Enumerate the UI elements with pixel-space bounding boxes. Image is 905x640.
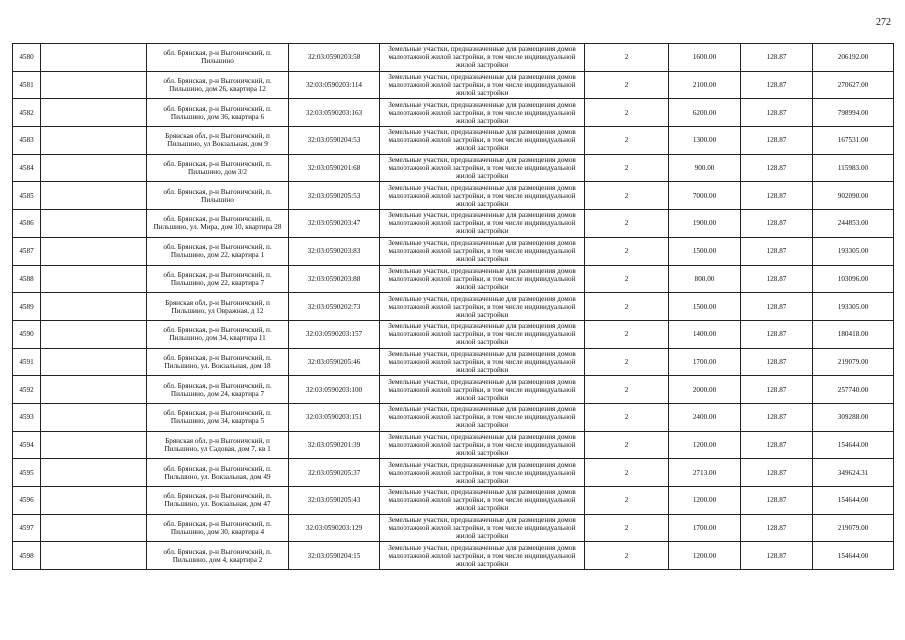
- address-cell: Брянская обл, р-н Выгоничский, п Пильшино, ул Вокзальная, дом 9: [147, 127, 289, 155]
- table-row: [13, 210, 894, 238]
- land-use-cell: Земельные участки, предназначенные для размещения домов малоэтажной жилой застройки, в том числе индивидуальной жилой застройки: [380, 44, 585, 72]
- row-number-cell: 4584: [13, 154, 41, 182]
- row-number-cell: 4597: [13, 514, 41, 542]
- land-use-cell: Земельные участки, предназначенные для размещения домов малоэтажной жилой застройки, в том числе индивидуальной жилой застройки: [380, 403, 585, 431]
- row-number-cell: 4581: [13, 71, 41, 99]
- spacer-cell: [41, 154, 147, 182]
- address-cell: обл. Брянская, р-н Выгоничский, п. Пильшино, дом 30, квартира 4: [147, 514, 289, 542]
- rate-cell: 128.87: [741, 210, 813, 238]
- table-row: [13, 514, 894, 542]
- cadastral-number-cell: 32:03:0590205:43: [289, 487, 380, 515]
- spacer-cell: [41, 459, 147, 487]
- cadastral-number-cell: 32:03:0590203:83: [289, 237, 380, 265]
- land-use-cell: Земельные участки, предназначенные для размещения домов малоэтажной жилой застройки, в том числе индивидуальной жилой застройки: [380, 376, 585, 404]
- land-use-cell: Земельные участки, предназначенные для размещения домов малоэтажной жилой застройки, в том числе индивидуальной жилой застройки: [380, 210, 585, 238]
- address-cell: обл. Брянская, р-н Выгоничский, п. Пильшино, ул. Вокзальная, дом 49: [147, 459, 289, 487]
- area-cell: 2713.00: [669, 459, 741, 487]
- rate-cell: 128.87: [741, 320, 813, 348]
- table-row: [13, 99, 894, 127]
- cadastral-value-cell: 902090.00: [813, 182, 894, 210]
- land-use-cell: Земельные участки, предназначенные для размещения домов малоэтажной жилой застройки, в том числе индивидуальной жилой застройки: [380, 127, 585, 155]
- group-cell: 2: [585, 293, 669, 321]
- table-row: [13, 44, 894, 72]
- cadastral-registry-table: [12, 43, 894, 570]
- group-cell: 2: [585, 320, 669, 348]
- rate-cell: 128.87: [741, 265, 813, 293]
- row-number-cell: 4594: [13, 431, 41, 459]
- spacer-cell: [41, 542, 147, 570]
- address-cell: обл. Брянская, р-н Выгоничский, п. Пильшино, дом 34, квартира 5: [147, 403, 289, 431]
- area-cell: 2400.00: [669, 403, 741, 431]
- address-cell: Брянская обл, р-н Выгоничский, п Пильшино, ул Овражная, д 12: [147, 293, 289, 321]
- cadastral-number-cell: 32:03:0590203:47: [289, 210, 380, 238]
- table-row: [13, 237, 894, 265]
- cadastral-value-cell: 167531.00: [813, 127, 894, 155]
- cadastral-number-cell: 32:03:0590205:53: [289, 182, 380, 210]
- rate-cell: 128.87: [741, 431, 813, 459]
- cadastral-number-cell: 32:03:0590204:53: [289, 127, 380, 155]
- land-use-cell: Земельные участки, предназначенные для размещения домов малоэтажной жилой застройки, в том числе индивидуальной жилой застройки: [380, 431, 585, 459]
- address-cell: обл. Брянская, р-н Выгоничский, п. Пильшино, дом 22, квартира 1: [147, 237, 289, 265]
- row-number-cell: 4586: [13, 210, 41, 238]
- rate-cell: 128.87: [741, 44, 813, 72]
- cadastral-value-cell: 180418.00: [813, 320, 894, 348]
- area-cell: 1400.00: [669, 320, 741, 348]
- rate-cell: 128.87: [741, 127, 813, 155]
- land-use-cell: Земельные участки, предназначенные для размещения домов малоэтажной жилой застройки, в том числе индивидуальной жилой застройки: [380, 154, 585, 182]
- cadastral-value-cell: 349624.31: [813, 459, 894, 487]
- cadastral-value-cell: 103096.00: [813, 265, 894, 293]
- row-number-cell: 4587: [13, 237, 41, 265]
- row-number-cell: 4589: [13, 293, 41, 321]
- row-number-cell: 4588: [13, 265, 41, 293]
- spacer-cell: [41, 403, 147, 431]
- row-number-cell: 4593: [13, 403, 41, 431]
- address-cell: обл. Брянская, р-н Выгоничский, п. Пильшино, дом 24, квартира 7: [147, 376, 289, 404]
- spacer-cell: [41, 99, 147, 127]
- cadastral-value-cell: 219079.00: [813, 514, 894, 542]
- cadastral-value-cell: 193305.00: [813, 237, 894, 265]
- cadastral-value-cell: 244853.00: [813, 210, 894, 238]
- area-cell: 7000.00: [669, 182, 741, 210]
- area-cell: 2000.00: [669, 376, 741, 404]
- address-cell: обл. Брянская, р-н Выгоничский, п. Пильшино, ул. Мира, дом 10, квартира 28: [147, 210, 289, 238]
- spacer-cell: [41, 44, 147, 72]
- group-cell: 2: [585, 403, 669, 431]
- land-use-cell: Земельные участки, предназначенные для размещения домов малоэтажной жилой застройки, в том числе индивидуальной жилой застройки: [380, 487, 585, 515]
- spacer-cell: [41, 265, 147, 293]
- cadastral-value-cell: 270627.00: [813, 71, 894, 99]
- area-cell: 1700.00: [669, 348, 741, 376]
- land-use-cell: Земельные участки, предназначенные для размещения домов малоэтажной жилой застройки, в том числе индивидуальной жилой застройки: [380, 514, 585, 542]
- rate-cell: 128.87: [741, 154, 813, 182]
- table-row: [13, 71, 894, 99]
- area-cell: 1900.00: [669, 210, 741, 238]
- page-number: 272: [876, 17, 891, 28]
- address-cell: обл. Брянская, р-н Выгоничский, п. Пильшино, дом 36, квартира 6: [147, 99, 289, 127]
- row-number-cell: 4592: [13, 376, 41, 404]
- cadastral-number-cell: 32:03:0590203:88: [289, 265, 380, 293]
- land-use-cell: Земельные участки, предназначенные для размещения домов малоэтажной жилой застройки, в том числе индивидуальной жилой застройки: [380, 459, 585, 487]
- table-body: [13, 44, 894, 570]
- rate-cell: 128.87: [741, 182, 813, 210]
- table-row: [13, 376, 894, 404]
- area-cell: 2100.00: [669, 71, 741, 99]
- address-cell: обл. Брянская, р-н Выгоничский, п. Пильшино, дом 34, квартира 11: [147, 320, 289, 348]
- rate-cell: 128.87: [741, 348, 813, 376]
- area-cell: 1300.00: [669, 127, 741, 155]
- land-use-cell: Земельные участки, предназначенные для размещения домов малоэтажной жилой застройки, в том числе индивидуальной жилой застройки: [380, 237, 585, 265]
- address-cell: обл. Брянская, р-н Выгоничский, п. Пильшино, дом 3/2: [147, 154, 289, 182]
- table-row: [13, 431, 894, 459]
- spacer-cell: [41, 514, 147, 542]
- row-number-cell: 4591: [13, 348, 41, 376]
- cadastral-value-cell: 219079.00: [813, 348, 894, 376]
- row-number-cell: 4580: [13, 44, 41, 72]
- table-row: [13, 182, 894, 210]
- area-cell: 1500.00: [669, 237, 741, 265]
- address-cell: обл. Брянская, р-н Выгоничский, п. Пильшино, ул. Вокзальная, дом 18: [147, 348, 289, 376]
- spacer-cell: [41, 487, 147, 515]
- cadastral-number-cell: 32:03:0590203:151: [289, 403, 380, 431]
- table-row: [13, 265, 894, 293]
- rate-cell: 128.87: [741, 99, 813, 127]
- cadastral-value-cell: 154644.00: [813, 487, 894, 515]
- cadastral-value-cell: 206192.00: [813, 44, 894, 72]
- row-number-cell: 4595: [13, 459, 41, 487]
- spacer-cell: [41, 320, 147, 348]
- area-cell: 1200.00: [669, 542, 741, 570]
- table-row: [13, 293, 894, 321]
- group-cell: 2: [585, 542, 669, 570]
- cadastral-value-cell: 154644.00: [813, 431, 894, 459]
- cadastral-value-cell: 193305.00: [813, 293, 894, 321]
- group-cell: 2: [585, 127, 669, 155]
- group-cell: 2: [585, 459, 669, 487]
- area-cell: 1200.00: [669, 487, 741, 515]
- cadastral-number-cell: 32:03:0590205:37: [289, 459, 380, 487]
- land-use-cell: Земельные участки, предназначенные для размещения домов малоэтажной жилой застройки, в том числе индивидуальной жилой застройки: [380, 265, 585, 293]
- row-number-cell: 4596: [13, 487, 41, 515]
- area-cell: 1500.00: [669, 293, 741, 321]
- rate-cell: 128.87: [741, 237, 813, 265]
- row-number-cell: 4583: [13, 127, 41, 155]
- spacer-cell: [41, 210, 147, 238]
- group-cell: 2: [585, 182, 669, 210]
- rate-cell: 128.87: [741, 403, 813, 431]
- address-cell: обл. Брянская, р-н Выгоничский, п. Пильшино, дом 26, квартира 12: [147, 71, 289, 99]
- area-cell: 6200.00: [669, 99, 741, 127]
- spacer-cell: [41, 237, 147, 265]
- cadastral-number-cell: 32:03:0590204:15: [289, 542, 380, 570]
- table-row: [13, 542, 894, 570]
- cadastral-number-cell: 32:03:0590203:58: [289, 44, 380, 72]
- address-cell: обл. Брянская, р-н Выгоничский, п. Пильшино: [147, 182, 289, 210]
- spacer-cell: [41, 431, 147, 459]
- area-cell: 1600.00: [669, 44, 741, 72]
- group-cell: 2: [585, 376, 669, 404]
- land-use-cell: Земельные участки, предназначенные для размещения домов малоэтажной жилой застройки, в том числе индивидуальной жилой застройки: [380, 320, 585, 348]
- cadastral-value-cell: 798994.00: [813, 99, 894, 127]
- spacer-cell: [41, 71, 147, 99]
- cadastral-number-cell: 32:03:0590203:163: [289, 99, 380, 127]
- land-use-cell: Земельные участки, предназначенные для размещения домов малоэтажной жилой застройки, в том числе индивидуальной жилой застройки: [380, 99, 585, 127]
- table-row: [13, 348, 894, 376]
- rate-cell: 128.87: [741, 71, 813, 99]
- group-cell: 2: [585, 71, 669, 99]
- group-cell: 2: [585, 431, 669, 459]
- spacer-cell: [41, 293, 147, 321]
- spacer-cell: [41, 182, 147, 210]
- rate-cell: 128.87: [741, 459, 813, 487]
- table-row: [13, 487, 894, 515]
- group-cell: 2: [585, 99, 669, 127]
- row-number-cell: 4582: [13, 99, 41, 127]
- land-use-cell: Земельные участки, предназначенные для размещения домов малоэтажной жилой застройки, в том числе индивидуальной жилой застройки: [380, 348, 585, 376]
- row-number-cell: 4598: [13, 542, 41, 570]
- rate-cell: 128.87: [741, 487, 813, 515]
- spacer-cell: [41, 376, 147, 404]
- group-cell: 2: [585, 154, 669, 182]
- cadastral-number-cell: 32:03:0590201:68: [289, 154, 380, 182]
- cadastral-number-cell: 32:03:0590203:157: [289, 320, 380, 348]
- group-cell: 2: [585, 265, 669, 293]
- group-cell: 2: [585, 237, 669, 265]
- row-number-cell: 4590: [13, 320, 41, 348]
- cadastral-value-cell: 309288.00: [813, 403, 894, 431]
- area-cell: 1700.00: [669, 514, 741, 542]
- cadastral-number-cell: 32:03:0590201:39: [289, 431, 380, 459]
- group-cell: 2: [585, 514, 669, 542]
- cadastral-number-cell: 32:03:0590203:100: [289, 376, 380, 404]
- area-cell: 900.00: [669, 154, 741, 182]
- address-cell: обл. Брянская, р-н Выгоничский, п. Пильшино, дом 4, квартира 2: [147, 542, 289, 570]
- land-use-cell: Земельные участки, предназначенные для размещения домов малоэтажной жилой застройки, в том числе индивидуальной жилой застройки: [380, 293, 585, 321]
- address-cell: обл. Брянская, р-н Выгоничский, п. Пильшино, ул. Вокзальная, дом 47: [147, 487, 289, 515]
- table-row: [13, 154, 894, 182]
- cadastral-value-cell: 257740.00: [813, 376, 894, 404]
- address-cell: обл. Брянская, р-н Выгоничский, п. Пильшино, дом 22, квартира 7: [147, 265, 289, 293]
- table-row: [13, 403, 894, 431]
- area-cell: 800.00: [669, 265, 741, 293]
- rate-cell: 128.87: [741, 514, 813, 542]
- spacer-cell: [41, 348, 147, 376]
- table-row: [13, 459, 894, 487]
- land-use-cell: Земельные участки, предназначенные для размещения домов малоэтажной жилой застройки, в том числе индивидуальной жилой застройки: [380, 71, 585, 99]
- cadastral-number-cell: 32:03:0590203:129: [289, 514, 380, 542]
- group-cell: 2: [585, 348, 669, 376]
- rate-cell: 128.87: [741, 293, 813, 321]
- cadastral-number-cell: 32:03:0590203:114: [289, 71, 380, 99]
- land-use-cell: Земельные участки, предназначенные для размещения домов малоэтажной жилой застройки, в том числе индивидуальной жилой застройки: [380, 182, 585, 210]
- rate-cell: 128.87: [741, 542, 813, 570]
- group-cell: 2: [585, 44, 669, 72]
- table-row: [13, 127, 894, 155]
- address-cell: обл. Брянская, р-н Выгоничский, п. Пильшино: [147, 44, 289, 72]
- land-use-cell: Земельные участки, предназначенные для размещения домов малоэтажной жилой застройки, в том числе индивидуальной жилой застройки: [380, 542, 585, 570]
- cadastral-value-cell: 154644.00: [813, 542, 894, 570]
- cadastral-number-cell: 32:03:0590202:73: [289, 293, 380, 321]
- cadastral-number-cell: 32:03:0590205:46: [289, 348, 380, 376]
- rate-cell: 128.87: [741, 376, 813, 404]
- table-row: [13, 320, 894, 348]
- spacer-cell: [41, 127, 147, 155]
- cadastral-value-cell: 115983.00: [813, 154, 894, 182]
- address-cell: Брянская обл, р-н Выгоничский, п Пильшино, ул Садовая, дом 7, кв 1: [147, 431, 289, 459]
- group-cell: 2: [585, 210, 669, 238]
- area-cell: 1200.00: [669, 431, 741, 459]
- group-cell: 2: [585, 487, 669, 515]
- row-number-cell: 4585: [13, 182, 41, 210]
